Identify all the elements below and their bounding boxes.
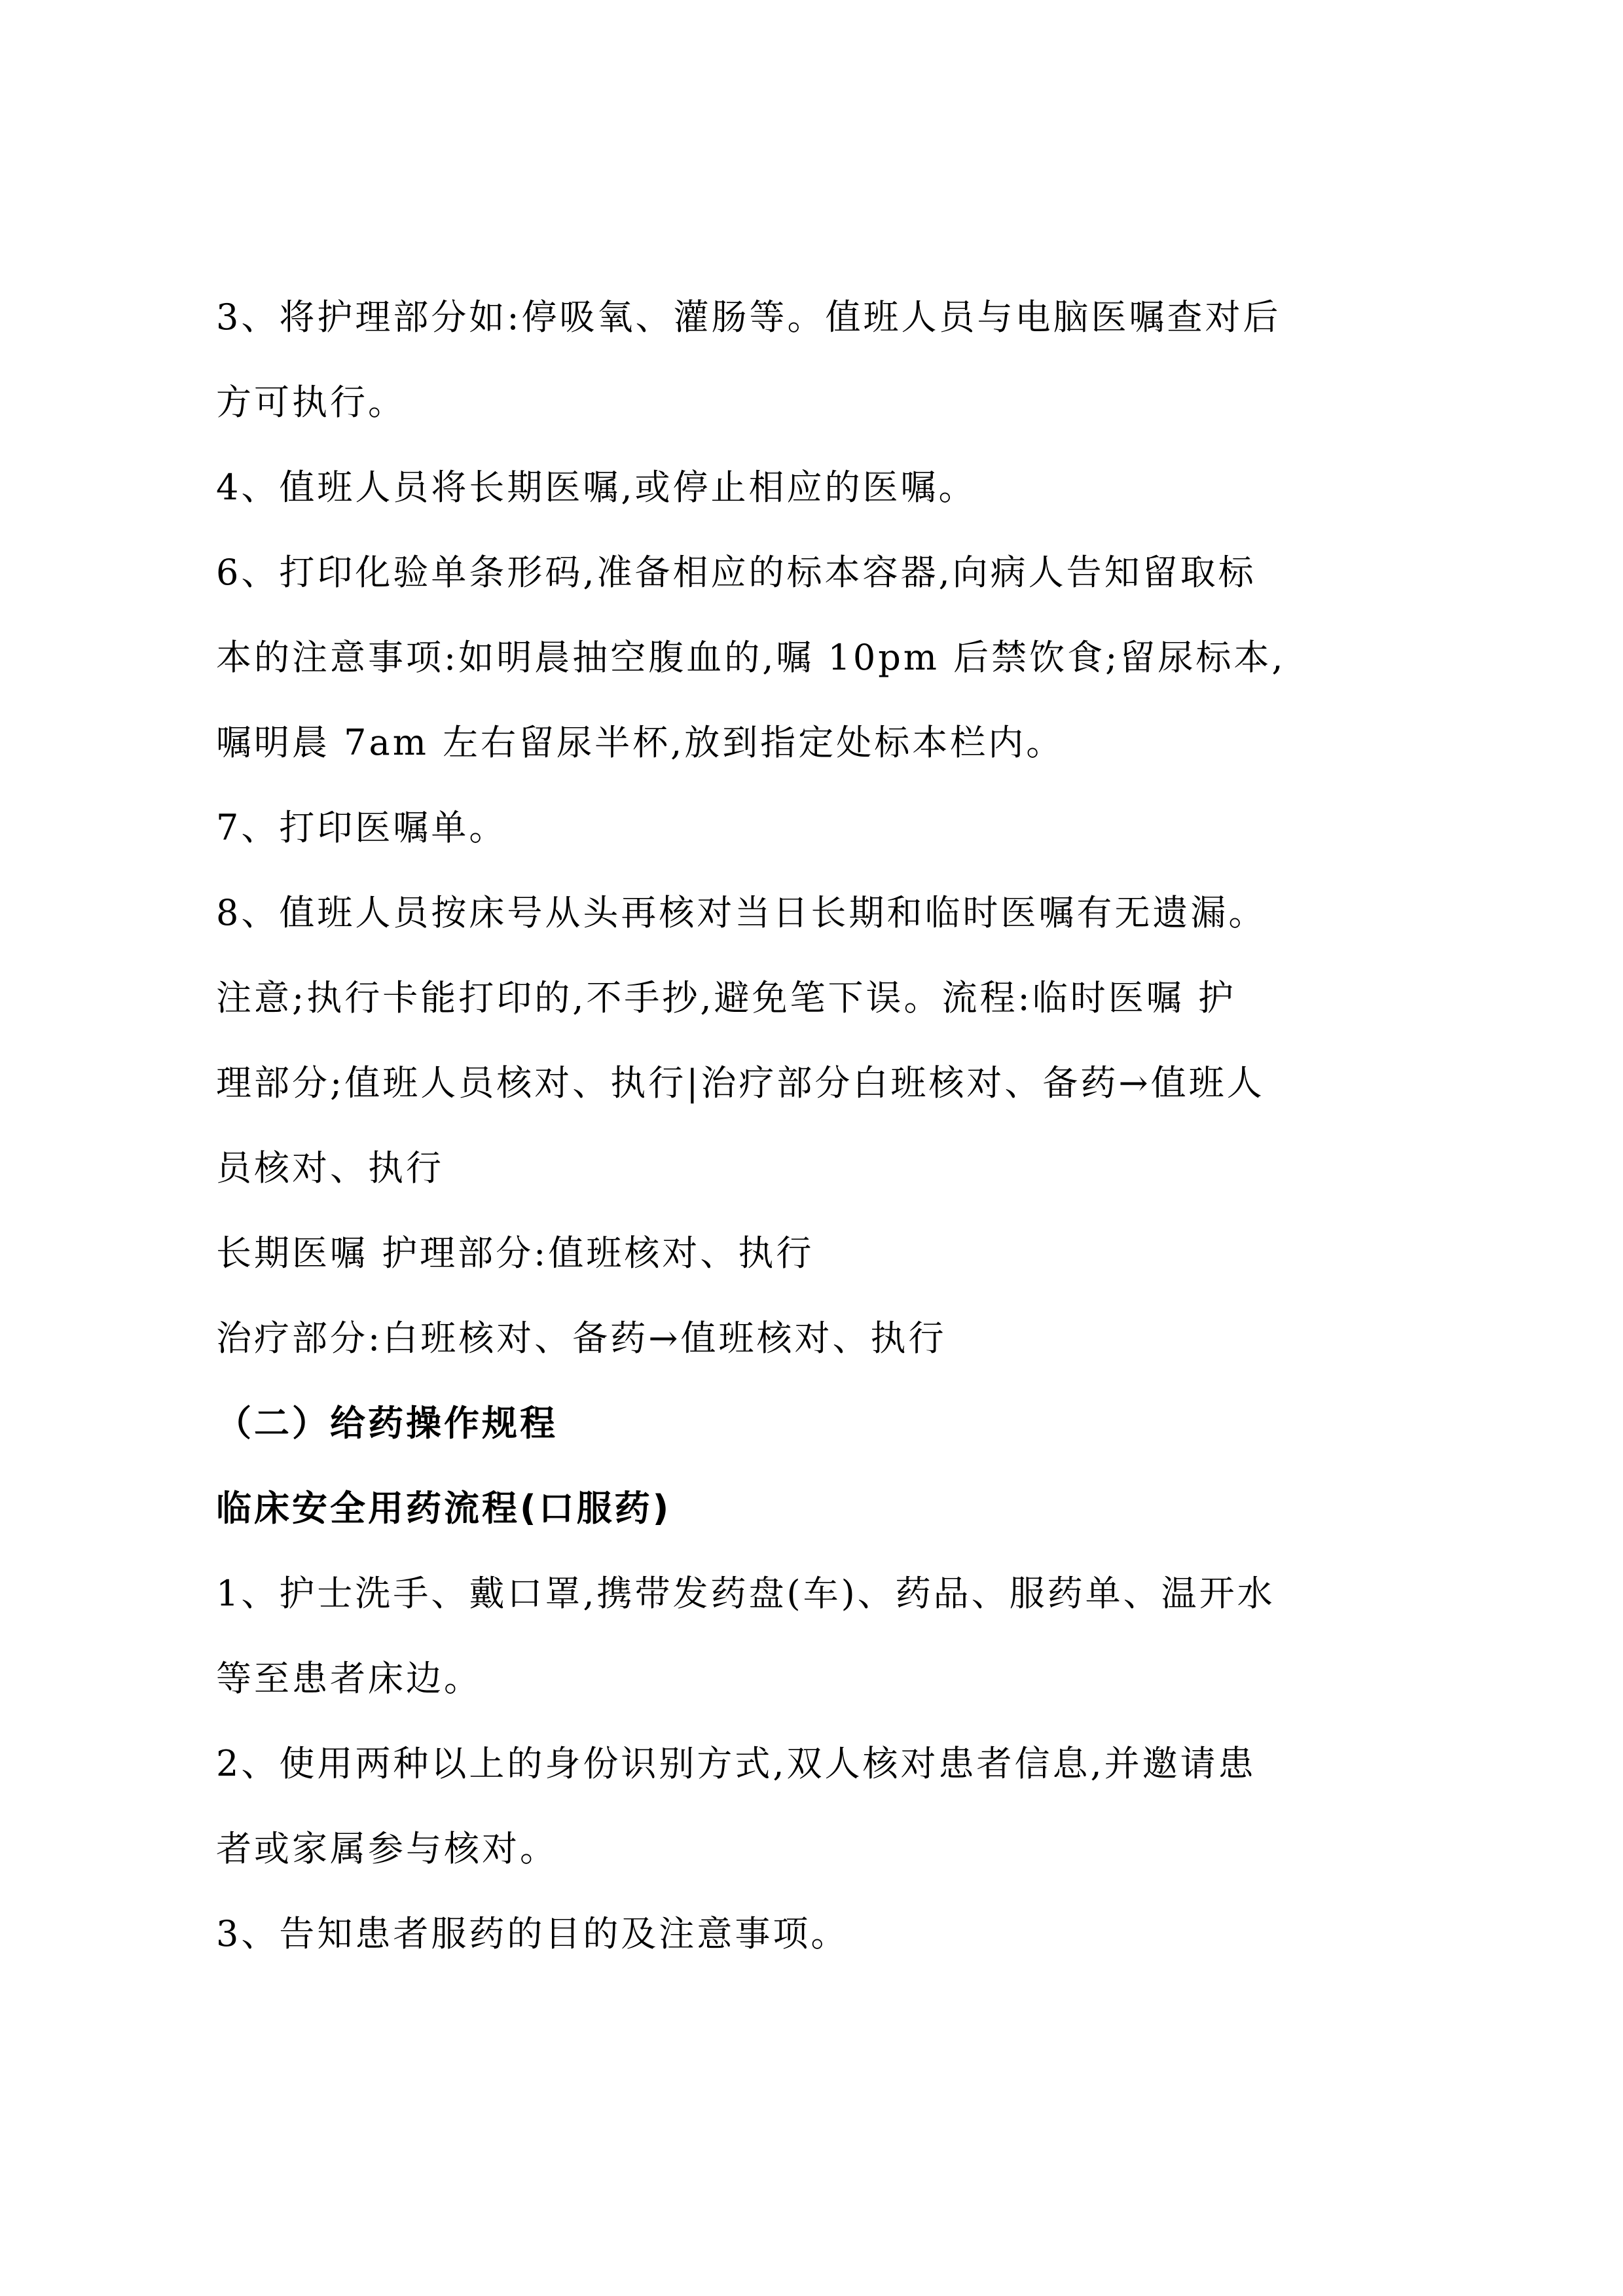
text-line: 理部分;值班人员核对、执行|治疗部分白班核对、备药→值班人 [216,1062,1265,1103]
text-line: 3、将护理部分如:停吸氧、灌肠等。值班人员与电脑医嘱查对后 [216,296,1281,338]
section-heading: （二）给药操作规程 [216,1403,558,1444]
text-line: 长期医嘱 护理部分:值班核对、执行 [216,1232,814,1274]
text-line: 3、告知患者服药的目的及注意事项。 [216,1913,849,1954]
text-line: 者或家属参与核对。 [216,1828,558,1869]
text-line: 1、护士洗手、戴口罩,携带发药盘(车)、药品、服药单、温开水 [216,1573,1275,1614]
text-line: 本的注意事项:如明晨抽空腹血的,嘱 10pm 后禁饮食;留尿标本, [216,637,1286,678]
text-line: 方可执行。 [216,382,406,423]
text-line: 注意;执行卡能打印的,不手抄,避免笔下误。流程:临时医嘱 护 [216,977,1236,1018]
subsection-heading: 临床安全用药流程(口服药) [216,1488,672,1529]
text-line: 治疗部分:白班核对、备药→值班核对、执行 [216,1318,947,1359]
text-line: 嘱明晨 7am 左右留尿半杯,放到指定处标本栏内。 [216,722,1065,763]
text-line: 2、使用两种以上的身份识别方式,双人核对患者信息,并邀请患 [216,1743,1256,1784]
text-line: 员核对、执行 [216,1147,444,1189]
text-line: 7、打印医嘱单。 [216,807,507,848]
text-line: 等至患者床边。 [216,1658,482,1699]
text-line: 4、值班人员将长期医嘱,或停止相应的医嘱。 [216,467,977,508]
text-line: 8、值班人员按床号从头再核对当日长期和临时医嘱有无遗漏。 [216,892,1267,933]
text-line: 6、打印化验单条形码,准备相应的标本容器,向病人告知留取标 [216,552,1256,593]
